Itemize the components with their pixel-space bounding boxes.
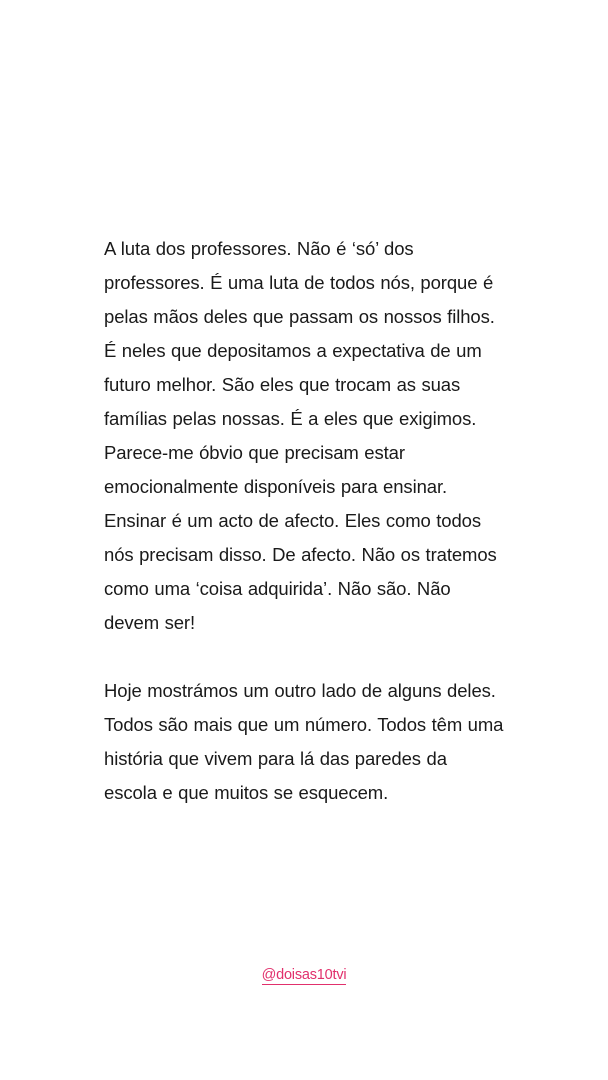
instagram-handle-link[interactable]: @doisas10tvi <box>261 967 347 983</box>
handle-container <box>0 966 608 985</box>
story-text-block <box>104 232 504 810</box>
story-paragraph-1: A luta dos professores. Não é ‘só’ dos professores. É uma luta de todos nós, porque é pelas mãos deles que passam os nossos filhos. É neles que depositamos a expectativa de um futuro melhor. São eles que trocam as suas famílias pelas nossas. É a eles que exigimos. Parece-me óbvio que precisam estar emocionalmente disponíveis para ensinar. Ensinar é um acto de afecto. Eles como todos nós precisam disso. De afecto. Não os tratemos como uma ‘coisa adquirida’. Não são. Não devem ser! <box>104 238 497 633</box>
story-paragraph-2: Hoje mostrámos um outro lado de alguns deles. Todos são mais que um número. Todos têm uma história que vivem para lá das paredes da escola e que muitos se esquecem. <box>104 680 504 803</box>
